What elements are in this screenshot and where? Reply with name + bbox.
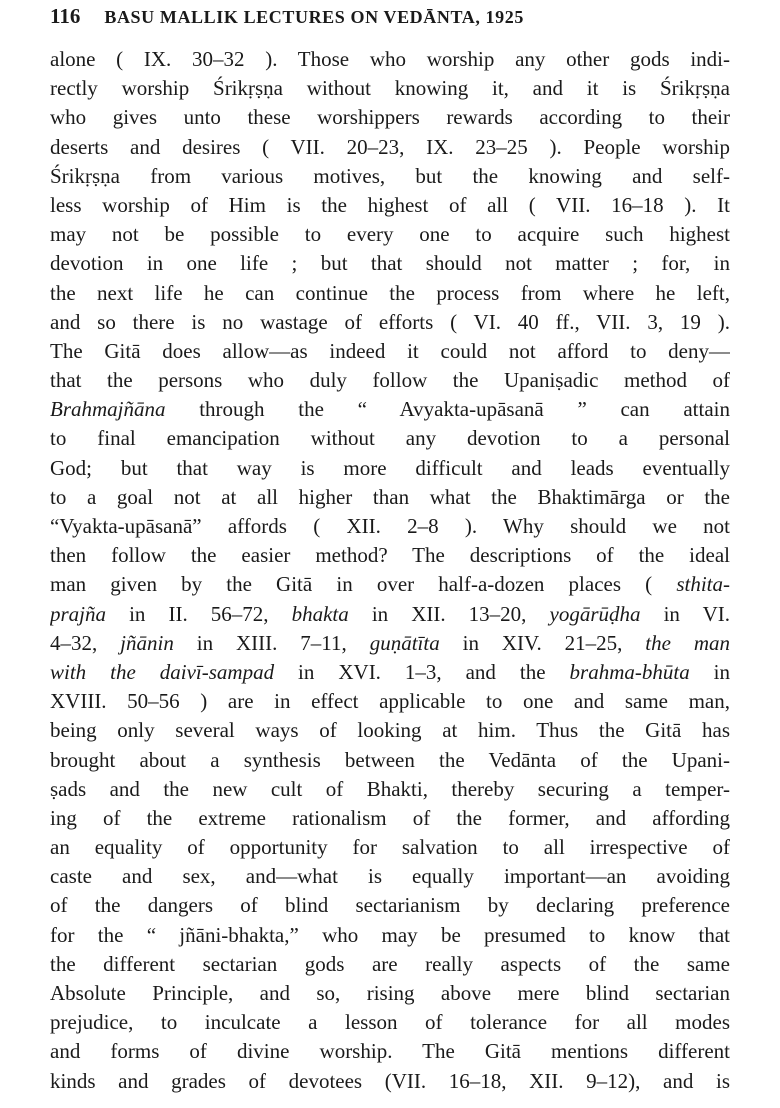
italic-term: guṇātīta	[369, 630, 440, 655]
page-number: 116	[50, 4, 81, 28]
text-run: in XVI. 1–3, and the	[274, 659, 570, 684]
text-line	[50, 775, 730, 804]
text-line	[50, 891, 730, 920]
text-run: to a goal not at all higher than what the Bhaktimārga or the	[50, 484, 730, 509]
body-text	[50, 45, 730, 1096]
text-run: Absolute Principle, and so, rising above mere blind sectarian	[50, 981, 730, 1005]
text-line	[50, 687, 730, 716]
text-line	[50, 337, 730, 366]
text-line	[50, 133, 730, 162]
text-line	[50, 1067, 730, 1096]
text-line	[50, 629, 730, 658]
text-line	[50, 600, 730, 629]
text-line	[50, 950, 730, 979]
text-run: alone ( IX. 30–32 ). Those who worship any other gods indi-	[50, 47, 730, 71]
text-line	[50, 862, 730, 891]
text-run: may not be possible to every one to acquire such highest	[50, 222, 730, 247]
italic-term: sthita-	[676, 572, 730, 597]
text-line	[50, 191, 730, 220]
text-line	[50, 658, 730, 687]
text-run: 4–32,	[50, 630, 121, 655]
text-run: devotion in one life ; but that should not matter ; for, in	[50, 251, 730, 276]
text-run: kinds and grades of devotees (VII. 16–18, XII. 9–12), and is	[50, 1068, 730, 1093]
italic-term: with the daivī-sampad	[50, 659, 275, 684]
text-line	[50, 279, 730, 308]
italic-term: prajña	[50, 601, 107, 626]
italic-term: the man	[645, 630, 730, 655]
text-run: brought about a synthesis between the Vedānta of the Upani-	[50, 747, 730, 772]
text-line	[50, 45, 730, 74]
text-run: prejudice, to inculcate a lesson of tolerance for all modes	[50, 1010, 730, 1035]
text-run: in XIV. 21–25,	[439, 630, 646, 655]
running-head	[50, 4, 750, 30]
text-run: in VI.	[640, 601, 730, 626]
text-run: being only several ways of looking at him. Thus the Gitā has	[50, 718, 730, 743]
text-line	[50, 746, 730, 775]
text-run: “Vyakta-upāsanā” affords ( XII. 2–8 ). Why should we not	[50, 514, 730, 538]
text-run: through the “ Avyakta-upāsanā ” can attain	[165, 397, 730, 422]
text-line	[50, 483, 730, 512]
text-run: and so there is no wastage of efforts ( VI. 40 ff., VII. 3, 19 ).	[50, 309, 730, 334]
text-line	[50, 1037, 730, 1066]
text-line	[50, 804, 730, 833]
text-line	[50, 833, 730, 862]
text-line	[50, 716, 730, 745]
text-run: The Gitā does allow—as indeed it could not afford to deny—	[50, 338, 730, 363]
text-run: man given by the Gitā in over half-a-dozen places (	[50, 572, 677, 597]
text-run: who gives unto these worshippers rewards according to their	[50, 105, 730, 130]
text-run: ing of the extreme rationalism of the former, and affording	[50, 805, 730, 830]
text-line	[50, 512, 730, 541]
text-line	[50, 454, 730, 483]
text-run: an equality of opportunity for salvation to all irrespective of	[50, 835, 730, 860]
text-run: rectly worship Śrikṛṣṇa without knowing it, and it is Śrikṛṣṇa	[50, 76, 730, 101]
text-run: God; but that way is more difficult and leads eventually	[50, 455, 730, 480]
text-line	[50, 541, 730, 570]
text-line	[50, 424, 730, 453]
text-run: that the persons who duly follow the Upaniṣadic method of	[50, 368, 730, 393]
text-run: in II. 56–72,	[106, 601, 292, 626]
text-run: then follow the easier method? The descriptions of the ideal	[50, 543, 730, 568]
text-line	[50, 220, 730, 249]
text-run: the different sectarian gods are really aspects of the same	[50, 951, 730, 976]
text-line	[50, 570, 730, 599]
text-line	[50, 921, 730, 950]
text-line	[50, 162, 730, 191]
text-line	[50, 74, 730, 103]
text-run: and forms of divine worship. The Gitā mentions different	[50, 1039, 730, 1064]
text-run: in	[689, 659, 730, 684]
italic-term: yogārūḍha	[549, 601, 641, 626]
text-run: of the dangers of blind sectarianism by declaring preference	[50, 893, 730, 918]
text-line	[50, 308, 730, 337]
text-run: caste and sex, and—what is equally important—an avoiding	[50, 864, 730, 889]
text-run: deserts and desires ( VII. 20–23, IX. 23–25 ). People worship	[50, 134, 730, 159]
italic-term: jñānin	[120, 630, 174, 655]
text-line	[50, 1008, 730, 1037]
text-run: to final emancipation without any devotion to a personal	[50, 426, 730, 451]
text-run: in XII. 13–20,	[348, 601, 550, 626]
running-title: BASU MALLIK LECTURES ON VEDĀNTA, 1925	[104, 7, 524, 27]
italic-term: Brahmajñāna	[50, 397, 166, 422]
text-run: XVIII. 50–56 ) are in effect applicable to one and same man,	[50, 689, 730, 714]
italic-term: bhakta	[291, 601, 349, 626]
text-run: Śrikṛṣṇa from various motives, but the knowing and self-	[50, 163, 730, 188]
italic-term: brahma-bhūta	[569, 659, 690, 684]
text-line	[50, 395, 730, 424]
text-run: ṣads and the new cult of Bhakti, thereby securing a temper-	[50, 776, 730, 801]
text-line	[50, 249, 730, 278]
text-line	[50, 103, 730, 132]
text-run: less worship of Him is the highest of all ( VII. 16–18 ). It	[50, 192, 730, 217]
text-run: for the “ jñāni-bhakta,” who may be presumed to know that	[50, 922, 730, 947]
text-run: in XIII. 7–11,	[173, 630, 370, 655]
text-run: the next life he can continue the process from where he left,	[50, 280, 730, 305]
text-line	[50, 366, 730, 395]
text-line	[50, 979, 730, 1008]
